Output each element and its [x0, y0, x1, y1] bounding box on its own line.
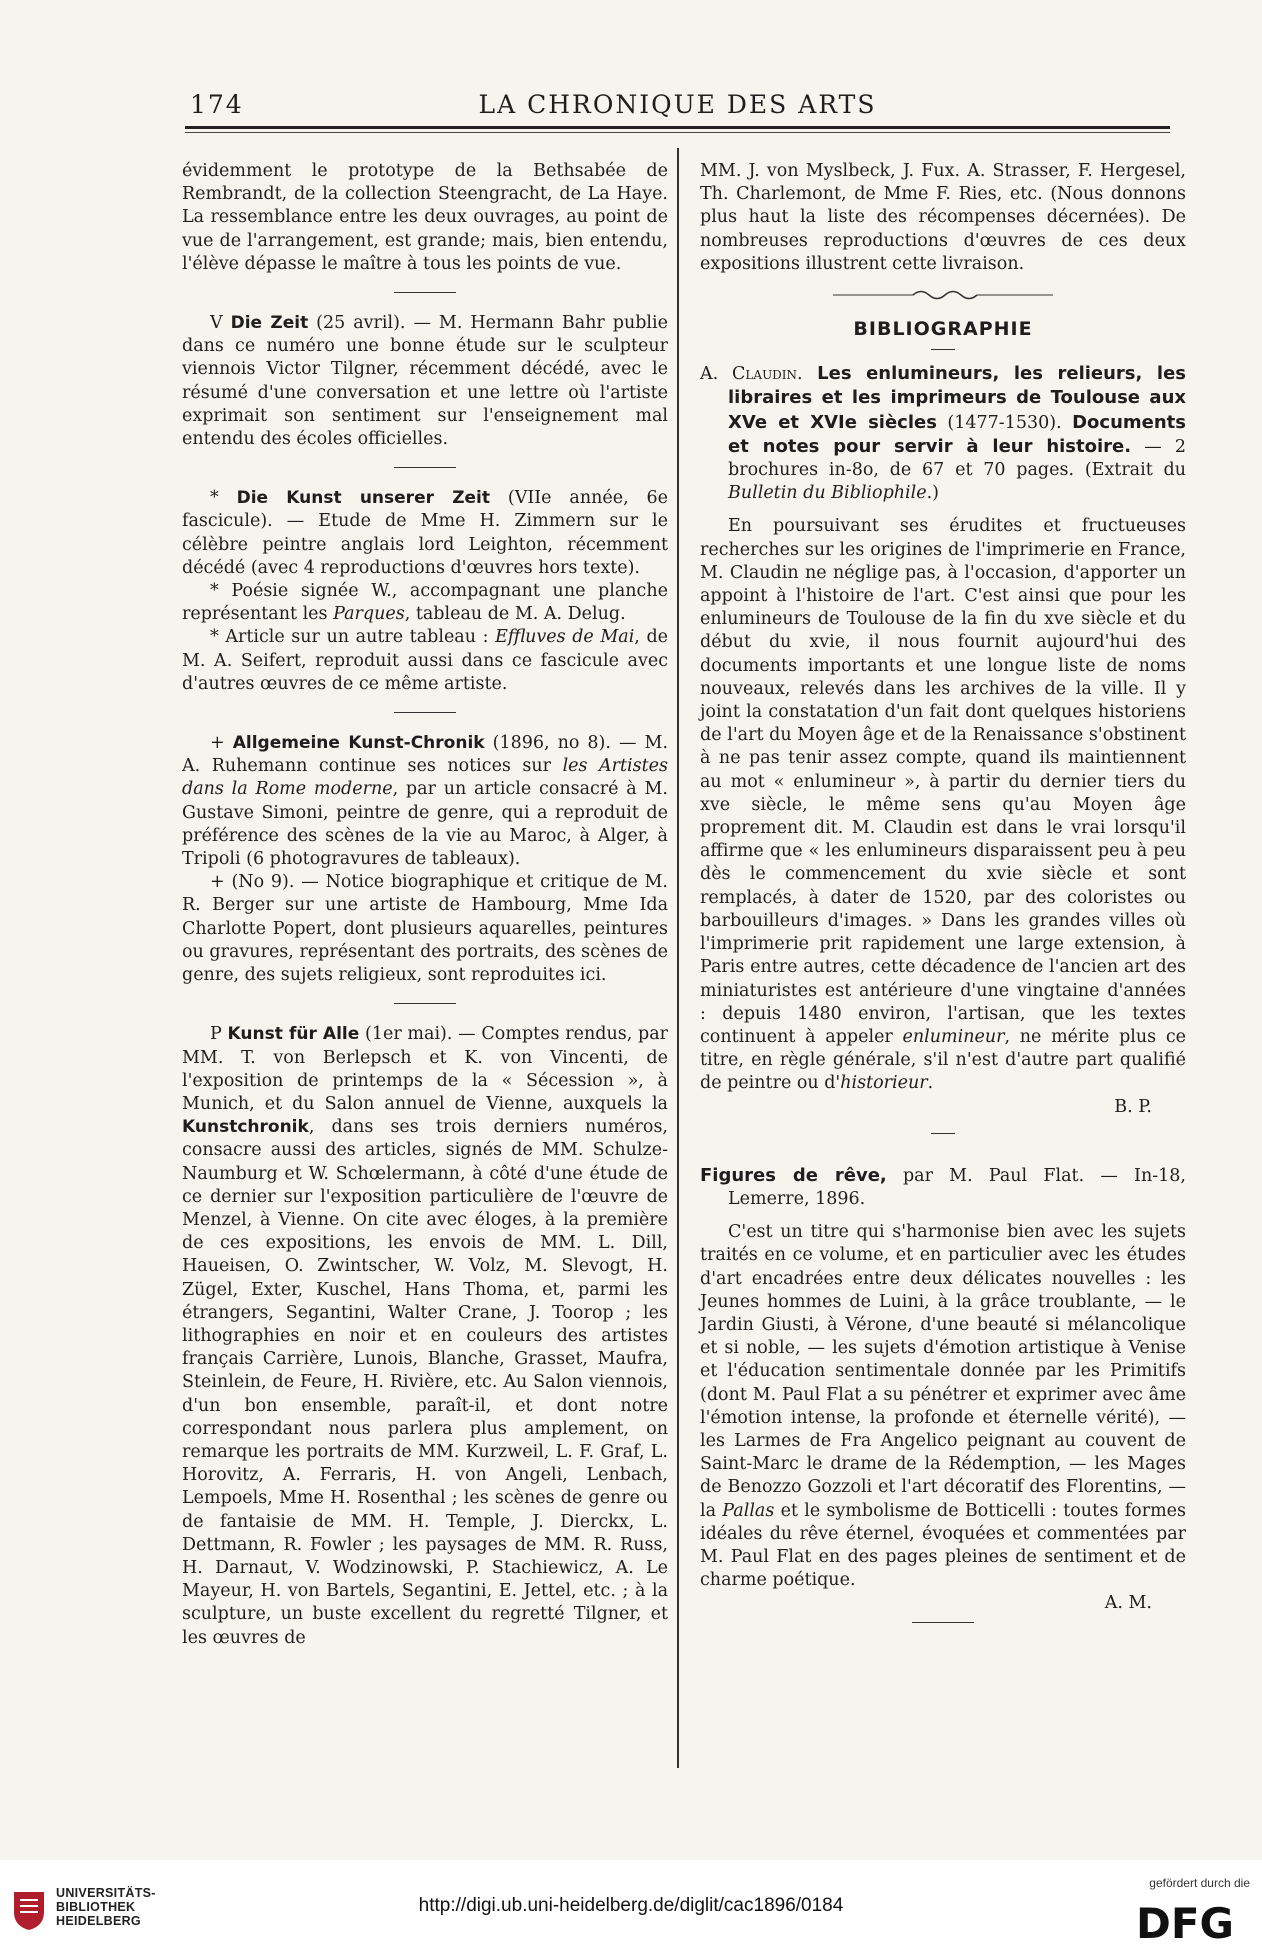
review-text: et le symbolisme de Botticelli : toutes formes idéales du rêve éternel, évoquées et commentées par M. Paul Flat en des pages pleines de sentiment et de charme poétique.	[700, 1500, 1187, 1591]
entry-mark: P	[210, 1024, 222, 1045]
entry-die-zeit	[182, 312, 668, 451]
entry-kunst-fur-alle	[182, 1023, 668, 1649]
periodical-name: Die Kunst unserer Zeit	[236, 488, 491, 509]
funding-caption: gefördert durch die	[1149, 1876, 1250, 1890]
bibliography-entry	[700, 362, 1186, 505]
separator	[394, 712, 456, 713]
artwork-title: Effluves de Mai	[495, 627, 635, 648]
entry-date: (1er mai). —	[359, 1024, 482, 1045]
dfg-logo-icon	[1136, 1900, 1246, 1942]
separator	[931, 349, 955, 350]
reviewer-initials: A. M.	[1104, 1593, 1152, 1614]
entry-date: (25 avril). —	[316, 313, 439, 334]
entry-paragraph	[182, 580, 668, 626]
entry-text: , de M. A. Seifert, reproduit aussi dans ce fascicule avec d'autres œuvres de ce même artiste.	[182, 627, 669, 694]
reviewer-initials: B. P.	[1114, 1096, 1152, 1117]
term: historieur	[840, 1073, 928, 1094]
periodical-name: Kunst für Alle	[227, 1024, 360, 1045]
library-name-line: BIBLIOTHEK	[56, 1900, 136, 1914]
header-rule-thin	[185, 132, 1170, 133]
entry-text: M. Hermann Bahr publie dans ce numéro une bonne étude sur le sculpteur viennois Victor Tilgner, récemment décédé, avec le résumé d'une conversation et une lettre où l'artiste exprimait son sentiment sur l'enseignement mal entendu des écoles officielles.	[182, 313, 668, 450]
entry-issue: (1896, no 8).	[484, 733, 611, 754]
digitization-footer	[0, 1860, 1262, 1956]
entry-text: — M. A. Ruhemann continue ses notices sur	[182, 733, 669, 777]
entry-text: , dans ses trois derniers numéros, consacre aussi des articles, signés de MM. Schulze-Naumburg et W. Schœlermann, à côté d'une étude de ce dernier sur l'exposition particulière de l'œuvre de Menzel, à Vienne. On cite avec éloges, à la première de ces expositions, les envois de MM. L. Dill, Haueisen, O. Zwintscher, W. Volz, M. Slevogt, H. Zügel, Exter, Kuschel, Hans Thoma, et, parmi les étrangers, Segantini, Walter Crane, J. Toorop ; les lithographies en noir et en couleurs des artistes français Carrière, Lunois, Blanche, Grasset, Maufra, Steinlein, de Feure, H. Rivière, etc. Au Salon viennois, d'un bon ensemble, paraît-il, et dont notre correspondant nous parlera plus amplement, on remarque les portraits de MM. Kurzweil, L. F. Graf, L. Horovitz, A. Ferraris, H. von Angeli, Lenbach, Lempoels, Mme H. Rosenthal ; les scènes de genre ou de fantaisie de MM. H. Temple, J. Dierckx, L. Dettmann, R. Fowler ; les paysages de MM. R. Russ, H. Darnaut, V. Wodzinowski, P. Stachiewicz, A. Le Mayeur, H. von Bartels, Segantini, E. Jettel, etc. ; à la sculpture, un buste excellent du regretté Tilgner, et les œuvres de	[182, 1117, 668, 1648]
library-name-line: UNIVERSITÄTS-	[56, 1886, 156, 1900]
separator	[912, 1622, 974, 1623]
entry-text: * Article sur un autre tableau :	[210, 627, 496, 648]
book-description: — 2 brochures in-8o, de 67 et 70 pages. (Extrait du	[728, 436, 1186, 481]
periodical-name: Allgemeine Kunst-Chronik	[232, 733, 485, 754]
entry-paragraph: + (No 9). — Notice biographique et critique de M. R. Berger sur une artiste de Hambourg, Mme Ida Charlotte Popert, dont plusieurs aquarelles, peintures ou gravures, représentant des portraits, des scènes de genre, des sujets religieux, sont reproduites ici.	[182, 872, 668, 986]
entry-text: * Poésie signée W., accompagnant une planche représentant les	[182, 581, 668, 625]
book-title: Figures de rêve,	[700, 1164, 887, 1186]
separator	[931, 1133, 955, 1134]
column-divider	[677, 148, 679, 1768]
book-subtitle: Documents et notes pour servir à leur histoire.	[728, 411, 1186, 457]
book-title: Les enlumineurs, les relieurs, les libraires et les imprimeurs de Toulouse aux XVe et XVIe siècles	[728, 363, 1186, 433]
term: Pallas	[722, 1500, 775, 1521]
entry-mark: *	[210, 488, 219, 509]
svg-text:DFG: DFG	[1136, 1900, 1235, 1942]
entry-allgemeine	[182, 732, 668, 871]
review-text: .	[927, 1073, 934, 1094]
left-column	[182, 160, 668, 1650]
entry-text: , tableau de M. A. Delug.	[404, 604, 626, 625]
author: A. Claudin.	[700, 364, 803, 385]
review-paragraph	[700, 515, 1186, 1095]
series-title: les Artistes dans la Rome moderne	[182, 756, 668, 800]
entry-die-kunst	[182, 487, 668, 580]
paragraph-continued: MM. J. von Myslbeck, J. Fux. A. Strasser, F. Hergesel, Th. Charlemont, de Mme F. Ries, etc. (Nous donnons plus haut la liste des récompenses décernées). De nombreuses reproductions d'œuvres de ces deux expositions illustrent cette livraison.	[700, 161, 1186, 274]
separator	[394, 292, 456, 293]
journal-title: LA CHRONIQUE DES ARTS	[478, 90, 877, 119]
entry-paragraph	[182, 626, 668, 696]
term: enlumineur	[902, 1026, 1005, 1047]
review-paragraph	[700, 1221, 1186, 1592]
section-heading: BIBLIOGRAPHIE	[853, 318, 1033, 341]
entry-text: , par un article consacré à M. Gustave Simoni, peintre de genre, qui a reproduit de préférence des scènes de la vie au Maroc, à Alger, à Tripoli (6 photogravures de tableaux).	[182, 779, 668, 870]
separator	[394, 467, 456, 468]
periodical-name: Kunstchronik	[182, 1117, 309, 1138]
book-dates: (1477-1530).	[936, 412, 1073, 433]
entry-mark: +	[210, 733, 225, 754]
artwork-title: Parques	[333, 604, 405, 625]
running-header	[185, 90, 1170, 120]
review-text: En poursuivant ses érudites et fructueuses recherches sur les origines de l'imprimerie en France, M. Claudin ne néglige pas, à l'occasion, d'apporter un appoint à l'histoire de l'art. C'est ainsi que pour les enlumineurs de Toulouse de la fin du xve siècle et du début du xvie, il nous fournit aujourd'hui des documents importants et une longue liste de noms nouveaux, relevés dans les archives de la ville. Il y joint la constatation d'un fait dont quelques historiens de l'art du Moyen âge et de la Renaissance s'obstinent à ne pas tenir assez compte, quand ils maintiennent au mot « enlumineur », à partir du dernier tiers du xve siècle, le même sens qu'au Moyen âge proprement dit. M. Claudin est dans le vrai lorsqu'il affirme que « les enlumineurs disparaissent peu à peu dès le commencement du xvie siècle et sont remplacés, à dater de 1520, par des coloristes ou barbouilleurs d'images. » Dans les grandes villes où l'imprimerie prit rapidement une large extension, à Paris entre autres, cette décadence de l'ancien art des miniaturistes est antérieure d'une vingtaine d'années : depuis 1480 environ, l'artisan, que les textes continuent à appeler	[700, 516, 1186, 1047]
book-description: par M. Paul Flat. — In-18, Lemerre, 1896.	[728, 1165, 1186, 1209]
entry-mark: V	[210, 313, 223, 334]
ornament-divider	[833, 288, 1053, 302]
source-title: Bulletin du Bibliophile	[728, 483, 927, 504]
periodical-name: Die Zeit	[230, 313, 309, 334]
bibliography-entry	[700, 1164, 1186, 1211]
library-name-line: HEIDELBERG	[56, 1914, 141, 1928]
paragraph-intro: évidemment le prototype de la Bethsabée de Rembrandt, de la collection Steengracht, de La Haye. La ressemblance entre les deux ouvrages, au point de vue de l'arrangement, est grande; mais, bien entendu, l'élève dépasse le maître à tous les points de vue.	[182, 161, 668, 274]
permalink[interactable]: http://digi.ub.uni-heidelberg.de/diglit/cac1896/0184	[418, 1895, 844, 1916]
book-description: .)	[926, 483, 939, 504]
page-number: 174	[190, 90, 244, 119]
entry-text: Comptes rendus, par MM. T. von Berlepsch et K. von Vincenti, de l'exposition de printemps de la « Sécession », à Munich, et du Salon annuel de Vienne, auxquels la	[182, 1024, 668, 1114]
separator	[394, 1003, 456, 1004]
header-rule	[185, 126, 1170, 129]
review-text: C'est un titre qui s'harmonise bien avec les sujets traités en ce volume, et en particulier avec les études d'art encadrées entre deux délicates nouvelles : les Jeunes hommes de Luini, à la grâce troublante, — le Jardin Giusti, à Vérone, d'une beauté si mélancolique et si noble, — les sujets d'émotion artistique à Venise et l'éducation sentimentale donnée par les Primitifs (dont M. Paul Flat a su pénétrer et exprimer avec âme l'émotion intense, la profonde et éternelle vérité), — les Larmes de Fra Angelico peignant au couvent de Saint-Marc le drame de la Rédemption, — les Mages de Benozzo Gozzoli et l'art décoratif des Florentins, — la	[700, 1222, 1186, 1521]
review-text: , ne mérite plus ce titre, en règle générale, s'il n'est d'autre part qualifié de peintre ou d'	[700, 1026, 1187, 1094]
entry-text: (VIIe année, 6e fascicule). — Etude de Mme H. Zimmern sur le célèbre peintre anglais lord Leighton, récemment décédé (avec 4 reproductions d'œuvres hors texte).	[182, 488, 668, 578]
right-column	[700, 160, 1186, 1623]
